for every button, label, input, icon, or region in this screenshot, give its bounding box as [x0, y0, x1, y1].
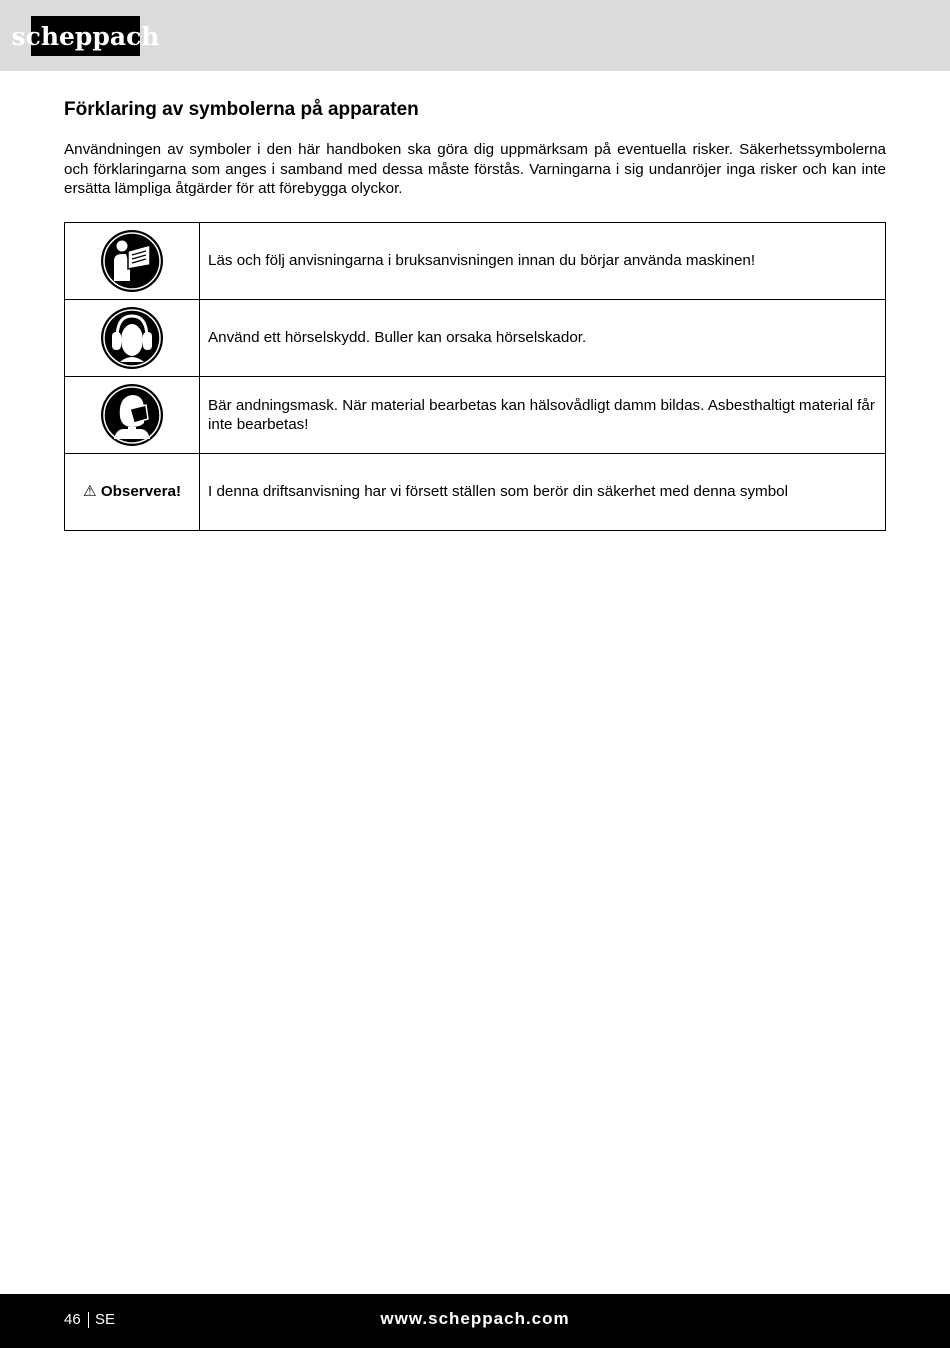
icon-cell [65, 377, 200, 454]
footer-bar [0, 1294, 950, 1348]
header-bar [0, 0, 950, 71]
page-title: Förklaring av symbolerna på apparaten [64, 99, 419, 120]
logo-text: scheppach [11, 21, 160, 51]
table-row [65, 223, 886, 300]
intro-paragraph: Användningen av symboler i den här handboken ska göra dig uppmärksam på eventuella risker. Säkerhetssymbolerna och förklaringarna som anges i samband med dessa måste förstås. Varningarna i sig undanröjer inga risker och kan inte ersätta lämpliga åtgärder för att förebygga olyckor. [64, 141, 886, 197]
description-cell: Läs och följ anvisningarna i bruksanvisningen innan du börjar använda maskinen! [200, 223, 886, 300]
description-cell: Bär andningsmask. När material bearbetas kan hälsovådligt damm bildas. Asbesthaltigt material får inte bearbetas! [200, 377, 886, 454]
observera-text: Observera! [100, 483, 182, 501]
description-cell: I denna driftsanvisning har vi försett ställen som berör din säkerhet med denna symbol [200, 454, 886, 531]
observera-label [83, 483, 181, 500]
icon-cell [65, 300, 200, 377]
symbols-table [64, 222, 886, 531]
page-number: 46 [64, 1311, 81, 1328]
table-row [65, 377, 886, 454]
icon-cell [65, 454, 200, 531]
website-url: www.scheppach.com [380, 1309, 570, 1328]
table-row [65, 300, 886, 377]
read-manual-icon [100, 229, 164, 293]
table-row [65, 454, 886, 531]
description-cell: Använd ett hörselskydd. Buller kan orsaka hörselskador. [200, 300, 886, 377]
dust-mask-icon [100, 383, 164, 447]
brand-logo [11, 16, 160, 56]
language-code: SE [95, 1311, 116, 1328]
warning-triangle-icon: ⚠ [82, 483, 97, 501]
hearing-protection-icon [100, 306, 164, 370]
icon-cell [65, 223, 200, 300]
